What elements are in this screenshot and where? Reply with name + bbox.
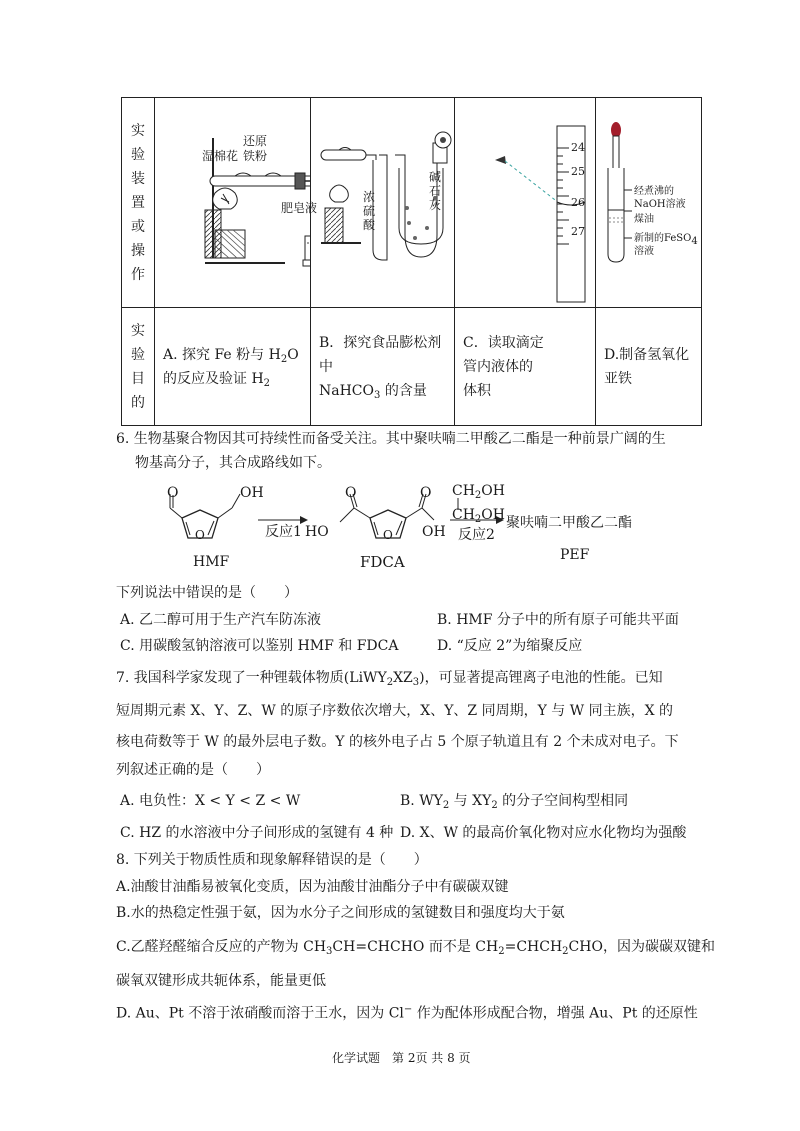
experiment-table <box>121 97 702 426</box>
label-solution: 溶液 <box>634 246 654 257</box>
label-reduced: 还原 <box>243 134 268 148</box>
label-naoh: NaOH溶液 <box>634 199 686 210</box>
label-hmf: HMF <box>193 554 230 570</box>
tick-25: 25 <box>571 165 585 178</box>
hmf-oh: OH <box>240 485 264 501</box>
q7-stem-line1: 7. 我国科学家发现了一种锂载体物质$(LiWY_2XZ_3)$，可显著提高锂离子电池的性能。已知 <box>116 670 663 688</box>
tick-24: 24 <box>571 141 585 154</box>
q6-option-a: A. 乙二醇可用于生产汽车防冻液 <box>120 612 322 628</box>
page-footer: 化学试题 第 2页 共 8 页 <box>332 1051 471 1065</box>
q6-option-d: D. “反应 2”为缩聚反应 <box>437 638 583 654</box>
apparatus-b <box>311 98 455 308</box>
q8-option-c-line2: 碳氧双键形成共轭体系，能量更低 <box>116 973 326 989</box>
q8-option-b: B.水的热稳定性强于氨，因为水分子之间形成的氢键数目和强度均大于氨 <box>116 905 565 921</box>
q7-option-a: A. 电负性：X < Y < Z < W <box>120 793 301 809</box>
label-reaction1: 反应1 <box>265 524 302 540</box>
tick-26: 26 <box>571 196 585 209</box>
label-kerosene: 煤油 <box>634 214 654 225</box>
tick-27: 27 <box>571 225 585 238</box>
q7-option-d: D. X、W 的最高价氧化物对应水化物均为强酸 <box>400 825 687 841</box>
row-label-apparatus: 实 验 装 置 或 操 作 <box>122 98 155 308</box>
q6-question: 下列说法中错误的是（ ） <box>116 585 298 601</box>
apparatus-d <box>596 98 702 308</box>
q8-option-c-line1: C.乙醛羟醛缩合反应的产物为 $CH_3CH=CHCHO$ 而不是 $CH_2=CHCH_2CHO$，因为碳碳双键和 <box>116 939 715 957</box>
label-pef: PEF <box>560 547 590 563</box>
purpose-b: B．探究食品膨松剂中 NaHCO$_3$ 的含量 <box>311 308 455 426</box>
label-boiled: 经煮沸的 <box>634 186 674 197</box>
q6-option-b: B. HMF 分子中的所有原子可能共平面 <box>437 612 679 628</box>
q6-option-c: C. 用碳酸氢钠溶液可以鉴别 HMF 和 FDCA <box>120 638 399 654</box>
label-wet-cotton: 湿棉花 <box>202 149 239 163</box>
label-reaction2: 反应2 <box>458 527 495 543</box>
q7-stem-line2: 短周期元素 X、Y、Z、W 的原子序数依次增大，X、Y、Z 同周期，Y 与 W 同主族，X 的 <box>116 703 674 719</box>
label-conc-acid: 浓硫酸 <box>363 190 376 232</box>
fdca-o-right: O <box>420 485 432 501</box>
q6-stem-line1: 6. 生物基聚合物因其可持续性而备受关注。其中聚呋喃二甲酸乙二酯是一种前景广阔的生 <box>116 431 666 447</box>
product-name: 聚呋喃二甲酸乙二酯 <box>506 515 632 531</box>
q7-stem-line4: 列叙述正确的是（ ） <box>116 762 270 778</box>
purpose-c: C．读取滴定 管内液体的 体积 <box>455 308 596 426</box>
apparatus-a <box>155 98 318 308</box>
q7-option-b: B. $WY_2$ 与 $XY_2$ 的分子空间构型相同 <box>400 793 629 811</box>
row-label-purpose: 实 验 目 的 <box>122 308 155 426</box>
apparatus-c <box>455 98 596 308</box>
label-soda-lime: 碱石灰 <box>429 170 442 212</box>
label-soap: 肥皂液 <box>281 201 318 215</box>
hmf-ring-o: O <box>195 528 205 542</box>
fdca-oh: OH <box>422 524 446 540</box>
q8-stem: 8. 下列关于物质性质和现象解释错误的是（ ） <box>116 852 428 868</box>
reagent-ch2oh-bottom: $CH_2OH$ <box>452 507 505 525</box>
fdca-ho: HO <box>305 524 329 540</box>
label-fdca: FDCA <box>360 553 405 571</box>
q6-stem-line2: 物基高分子，其合成路线如下。 <box>135 455 331 471</box>
fdca-ring-o: O <box>383 528 393 542</box>
fdca-o-left: O <box>345 485 357 501</box>
q7-stem-line3: 核电荷数等于 W 的最外层电子数。Y 的核外电子占 5 个原子轨道且有 2 个未成对电子。下 <box>116 734 679 750</box>
label-feso4: 新制的FeSO$_4$ <box>634 233 698 247</box>
purpose-d: D.制备氢氧化 亚铁 <box>596 308 702 426</box>
label-iron-powder: 铁粉 <box>243 149 268 163</box>
reagent-ch2oh-top: $CH_2OH$ <box>452 483 505 501</box>
purpose-a: A. 探究 Fe 粉与 $H_2O$ 的反应及验证 $H_2$ <box>155 308 311 426</box>
q7-option-c: C. HZ 的水溶液中分子间形成的氢键有 4 种 <box>120 825 394 841</box>
q8-option-d: D. Au、Pt 不溶于浓硝酸而溶于王水，因为 Cl− 作为配体形成配合物，增强 Au、Pt 的还原性 <box>116 1004 698 1022</box>
q8-option-a: A.油酸甘油酯易被氧化变质，因为油酸甘油酯分子中有碳碳双键 <box>116 879 509 895</box>
hmf-o-aldehyde: O <box>167 485 179 501</box>
